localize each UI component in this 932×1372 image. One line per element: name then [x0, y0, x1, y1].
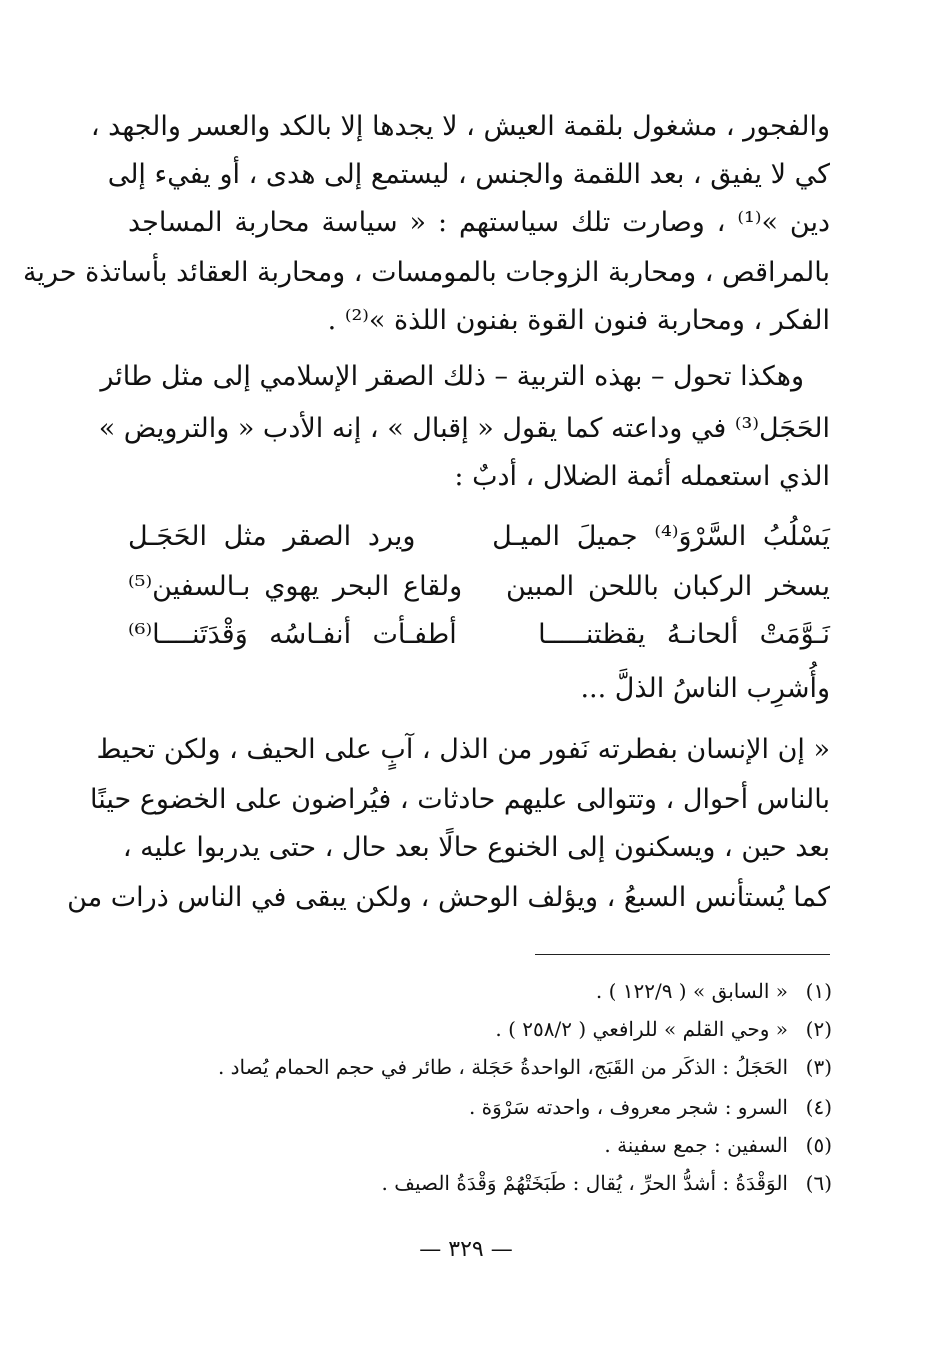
verse-line	[128, 572, 830, 602]
text-line: والفجور ، مشغول بلقمة العيش ، لا يجدها إلا بالكد والعسر والجهد ،	[90, 111, 830, 142]
verse-tail: وأُشرِب الناسُ الذلَّ ...	[580, 673, 830, 704]
footnote-3	[100, 1054, 832, 1082]
paragraph-1	[22, 111, 831, 342]
footnote-text: السرو : شجر معروف ، واحدته سَرْوَة .	[468, 1095, 788, 1119]
text-line: الحَجَل⁽³⁾ في وداعته كما يقول « إقبال » ، إنه الأدب « والترويض »	[98, 413, 830, 444]
footnote-text: الوَقْدَةُ : أشدُّ الحرِّ ، يُقال : طَبَخَتْهُمْ وَقْدَةُ الصيف .	[381, 1171, 788, 1195]
footnote-text: الحَجَلُ : الذكَر من القَبَج، الواحدةُ حَجَلة ، طائر في حجم الحمام يُصاد .	[217, 1055, 788, 1079]
text-line: دين »⁽¹⁾ ، وصارت تلك سياستهم : « سياسة محاربة المساجد	[128, 207, 831, 238]
footnote-number: (٤)	[805, 1095, 832, 1119]
footnote-text: السفين : جمع سفينة .	[604, 1133, 788, 1157]
verse-first-hemistich: يسخر الركبان باللحن المبين	[506, 571, 830, 602]
text-line: « إن الإنسان بفطرته نَفور من الذل ، آبٍ على الحيف ، ولكن تحيط	[96, 734, 830, 765]
footnote-4	[100, 1094, 832, 1122]
verse-second-hemistich: أطفـأت أنفـاسُه وَقْدَتَنــــا⁽⁶⁾	[128, 619, 457, 650]
text-line: بالناس أحوال ، وتتوالى عليهم حادثات ، فيُراضون على الخضوع حينًا	[90, 784, 830, 815]
footnote-1	[100, 978, 832, 1006]
footnote-text: « وحي القلم » للرافعي ( ٢٥٨/٢ ) .	[495, 1017, 788, 1041]
text-line: وهكذا تحول – بهذه التربية – ذلك الصقر الإسلامي إلى مثل طائر	[100, 361, 804, 392]
footnote-number: (١)	[805, 979, 832, 1003]
verse-second-hemistich: ويرد الصقر مثل الحَجَـل	[128, 521, 416, 552]
verse-line	[128, 522, 830, 552]
footnote-number: (٥)	[805, 1133, 832, 1157]
verse-line	[128, 620, 830, 650]
verse-second-hemistich: ولقاع البحر يهوي بـالسفين⁽⁵⁾	[128, 571, 463, 602]
paragraph-2	[98, 361, 830, 492]
poem	[128, 522, 830, 722]
footnote-2	[100, 1016, 832, 1044]
footnote-number: (٦)	[805, 1171, 832, 1195]
text-line: كي لا يفيق ، بعد اللقمة والجنس ، ليستمع إلى هدى ، أو يفيء إلى	[107, 159, 830, 190]
text-line: بعد حين ، ويسكنون إلى الخنوع حالًا بعد حال ، حتى يدربوا عليه ،	[122, 832, 830, 863]
footnote-separator	[535, 954, 830, 955]
page-number: — ٣٢٩ —	[419, 1237, 513, 1262]
verse-first-hemistich: نَـوَّمَتْ ألحانـهُ يقظتنـــــا	[538, 619, 830, 650]
text-line: كما يُستأنس السبعُ ، ويؤلف الوحش ، ولكن يبقى في الناس ذرات من	[67, 882, 830, 913]
text-line: الفكر ، ومحاربة فنون القوة بفنون اللذة »⁽²⁾ .	[327, 305, 830, 336]
verse-first-hemistich: يَسْلُبُ السَّرْوَ⁽⁴⁾ جميلَ الميـل	[492, 521, 830, 552]
footnote-text: « السابق » ( ١٢٢/٩ ) .	[595, 979, 788, 1003]
text-line: بالمراقص ، ومحاربة الزوجات بالمومسات ، ومحاربة العقائد بأساتذة حرية	[22, 257, 830, 288]
paragraph-3	[67, 734, 830, 925]
text-line: الذي استعمله أئمة الضلال ، أدبٌ :	[454, 461, 830, 492]
footnote-5	[100, 1132, 832, 1160]
footnote-number: (٣)	[805, 1055, 832, 1079]
footnote-number: (٢)	[805, 1017, 832, 1041]
footnote-6	[100, 1170, 832, 1198]
